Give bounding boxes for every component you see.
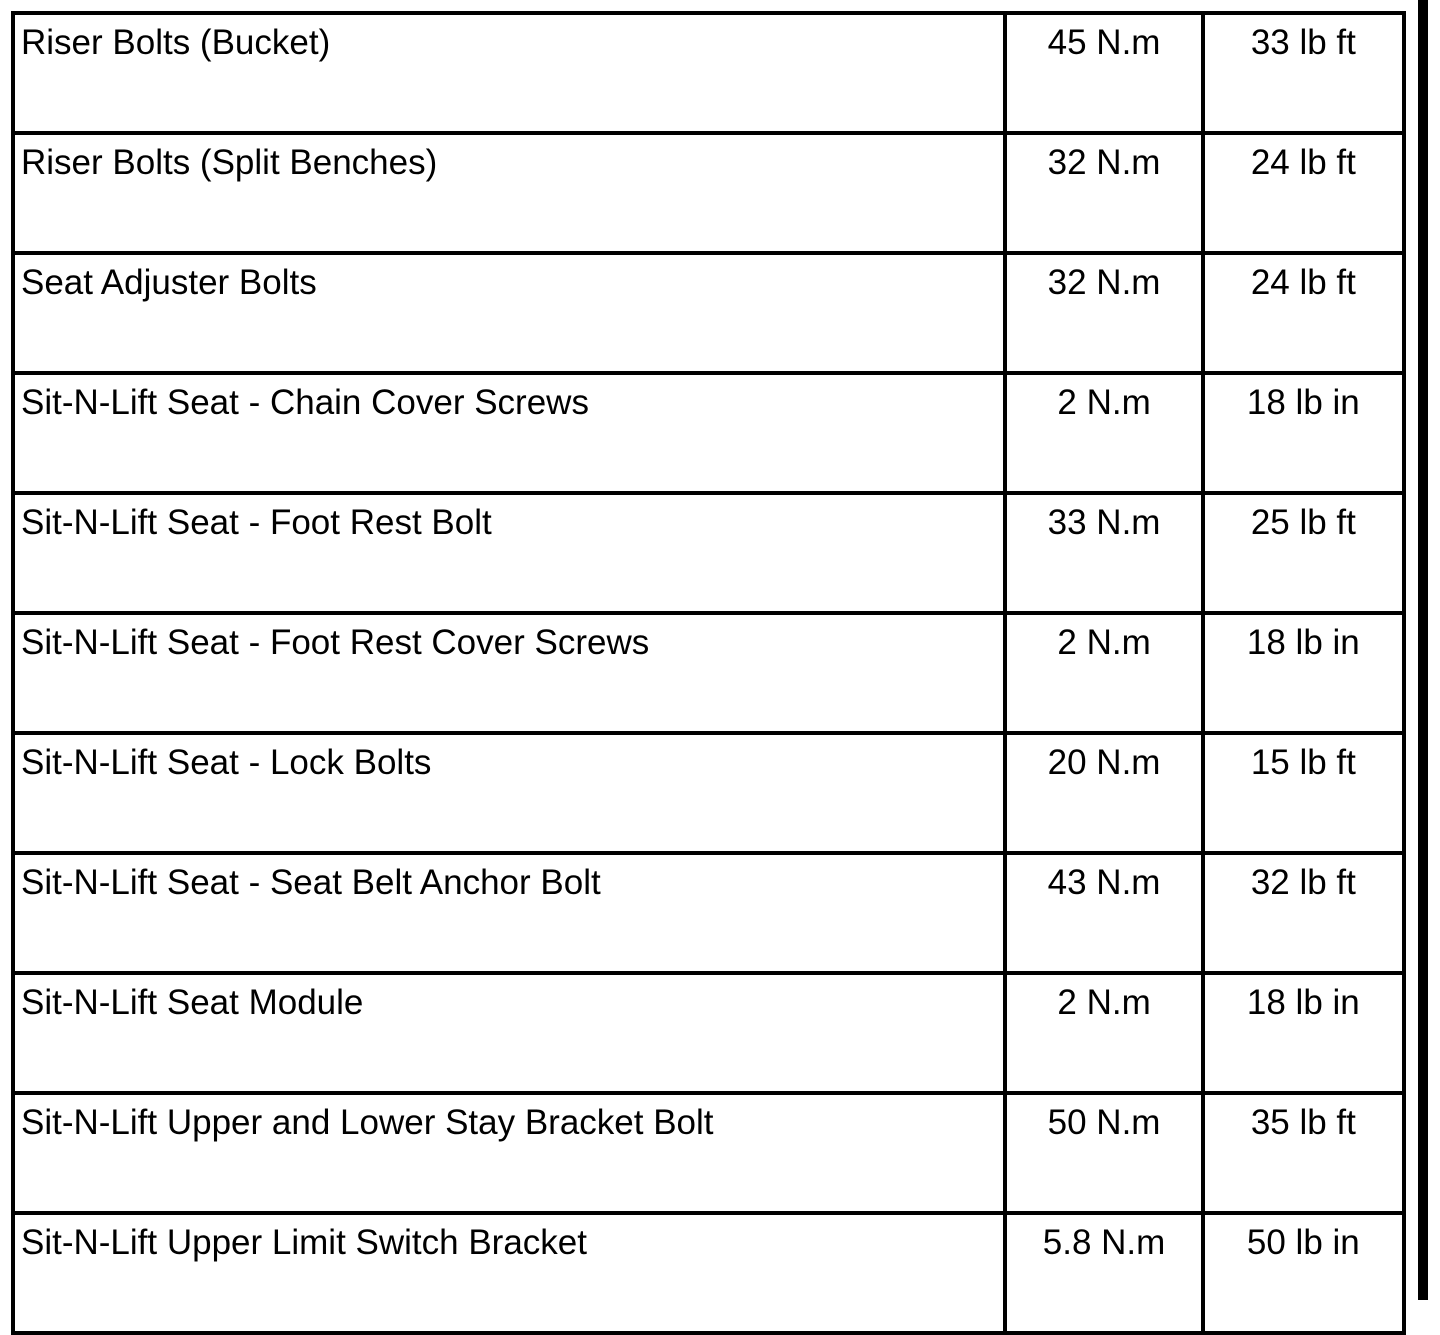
table-row — [13, 1093, 1404, 1213]
fastener-name-cell: Sit-N-Lift Seat - Chain Cover Screws — [13, 373, 1005, 493]
table-row — [13, 253, 1404, 373]
metric-torque-cell: 2 N.m — [1005, 973, 1202, 1093]
english-torque-cell: 32 lb ft — [1203, 853, 1404, 973]
fastener-name-cell: Sit-N-Lift Seat - Seat Belt Anchor Bolt — [13, 853, 1005, 973]
table-row — [13, 133, 1404, 253]
metric-torque-cell: 20 N.m — [1005, 733, 1202, 853]
page-edge-bar — [1418, 0, 1428, 1300]
english-torque-cell: 15 lb ft — [1203, 733, 1404, 853]
fastener-name-cell: Riser Bolts (Bucket) — [13, 13, 1005, 133]
metric-torque-cell: 45 N.m — [1005, 13, 1202, 133]
english-torque-cell: 33 lb ft — [1203, 13, 1404, 133]
english-torque-cell: 50 lb in — [1203, 1213, 1404, 1333]
metric-torque-cell: 32 N.m — [1005, 133, 1202, 253]
english-torque-cell: 25 lb ft — [1203, 493, 1404, 613]
fastener-name-cell: Sit-N-Lift Upper and Lower Stay Bracket Bolt — [13, 1093, 1005, 1213]
metric-torque-cell: 33 N.m — [1005, 493, 1202, 613]
english-torque-cell: 35 lb ft — [1203, 1093, 1404, 1213]
metric-torque-cell: 2 N.m — [1005, 373, 1202, 493]
table-row — [13, 853, 1404, 973]
fastener-name-cell: Sit-N-Lift Seat - Lock Bolts — [13, 733, 1005, 853]
fastener-torque-table — [11, 11, 1406, 1335]
english-torque-cell: 18 lb in — [1203, 373, 1404, 493]
table-row — [13, 973, 1404, 1093]
table-row — [13, 733, 1404, 853]
metric-torque-cell: 32 N.m — [1005, 253, 1202, 373]
fastener-name-cell: Riser Bolts (Split Benches) — [13, 133, 1005, 253]
fastener-name-cell: Sit-N-Lift Seat - Foot Rest Bolt — [13, 493, 1005, 613]
metric-torque-cell: 5.8 N.m — [1005, 1213, 1202, 1333]
metric-torque-cell: 2 N.m — [1005, 613, 1202, 733]
table-row — [13, 373, 1404, 493]
table-row — [13, 13, 1404, 133]
table-row — [13, 493, 1404, 613]
fastener-name-cell: Seat Adjuster Bolts — [13, 253, 1005, 373]
table-row — [13, 613, 1404, 733]
fastener-name-cell: Sit-N-Lift Seat Module — [13, 973, 1005, 1093]
table-row — [13, 1213, 1404, 1333]
fastener-name-cell: Sit-N-Lift Upper Limit Switch Bracket — [13, 1213, 1005, 1333]
english-torque-cell: 24 lb ft — [1203, 253, 1404, 373]
metric-torque-cell: 50 N.m — [1005, 1093, 1202, 1213]
english-torque-cell: 18 lb in — [1203, 613, 1404, 733]
metric-torque-cell: 43 N.m — [1005, 853, 1202, 973]
english-torque-cell: 24 lb ft — [1203, 133, 1404, 253]
fastener-name-cell: Sit-N-Lift Seat - Foot Rest Cover Screws — [13, 613, 1005, 733]
english-torque-cell: 18 lb in — [1203, 973, 1404, 1093]
